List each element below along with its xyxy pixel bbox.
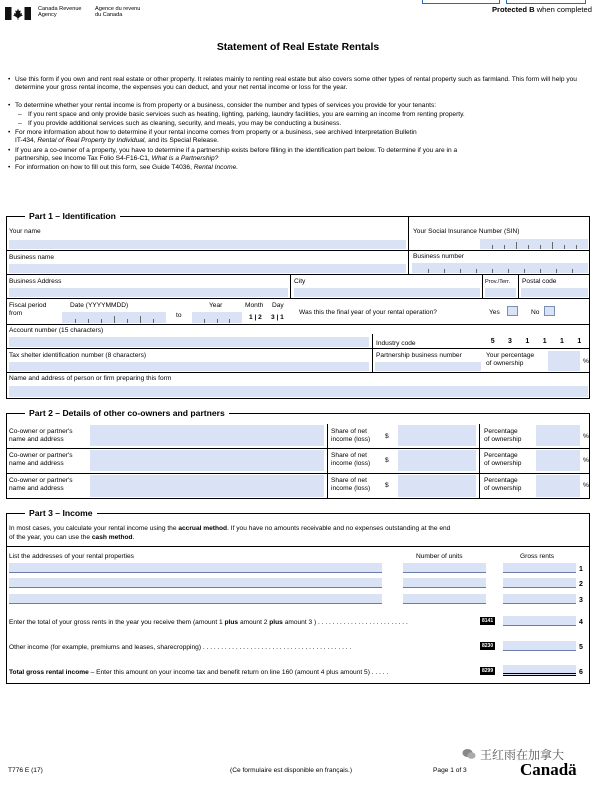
form-number: T776 E (17) [8,767,43,774]
account-number-label: Account number (15 characters) [9,327,104,334]
no-checkbox[interactable] [544,306,555,316]
business-name-label: Business name [9,254,55,261]
line5-code: 8230 [482,643,494,649]
your-name-label: Your name [9,228,41,235]
tax-shelter-field[interactable] [9,362,369,371]
fiscal-label: Fiscal period from [9,302,47,317]
canada-wordmark: Canadä [520,760,577,779]
fiscal-from-field[interactable] [62,312,166,323]
month-label: Month [245,302,264,309]
industry-code-label: Industry code [376,340,416,347]
part3-intro-2: of the year, you can use the cash method. [9,534,135,541]
watermark: 王红雨在加拿大 [480,748,565,762]
french-note: (Ce formulaire est disponible en français.) [230,767,353,774]
line5-field[interactable] [503,641,576,651]
property-units-field[interactable] [403,563,486,573]
sin-field[interactable] [480,239,588,249]
line5-label: Other income (for example, premiums and leases, sharecropping) . . . . . . . . . . . . . . . . . . . . . . . . . . . . . . . . . . . . . . . . . [9,644,352,651]
preparer-field[interactable] [9,386,588,397]
your-name-field[interactable] [9,240,406,249]
property-rents-field[interactable] [503,578,576,588]
postal-field[interactable] [521,288,588,297]
part2-title: Part 2 – Details of other co-owners and partners [25,408,229,418]
col-addresses-label: List the addresses of your rental properties [9,553,134,560]
city-field[interactable] [294,288,480,297]
part3-title: Part 3 – Income [25,508,97,518]
prov-field[interactable] [485,288,516,297]
line4-code: 8141 [482,618,494,624]
property-address-field[interactable] [9,578,382,588]
property-rents-field[interactable] [503,563,576,573]
date-format-label: Date (YYYYMMDD) [70,302,129,309]
coowner-name-field[interactable] [90,475,324,497]
business-address-label: Business Address [9,278,62,285]
year-label: Year [209,302,223,309]
preparer-label: Name and address of person or firm preparing this form [9,375,172,382]
property-units-field[interactable] [403,594,486,604]
part3-intro-1: In most cases, you calculate your rental income using the accrual method. If you have no amounts receivable and no expenses outstanding at the end [9,525,451,532]
agency-fr: Agence du revenu du Canada [95,6,141,19]
agency-en: Canada Revenue Agency [38,6,82,19]
coowner-name-field[interactable] [90,450,324,471]
coowner-pct-field[interactable] [536,475,580,497]
col-rents-label: Gross rents [520,553,555,560]
postal-label: Postal code [522,278,557,285]
yes-label: Yes [489,309,500,316]
business-address-field[interactable] [9,288,288,297]
prov-label: Prov./Terr. [485,279,511,285]
coowner-pct-field[interactable] [536,450,580,471]
business-number-field[interactable] [412,263,588,273]
property-address-field[interactable] [9,594,382,604]
partnership-bn-label: Partnership business number [376,352,462,359]
day-label: Day [272,302,284,309]
line6-field[interactable] [503,665,576,676]
line6-label: Total gross rental income – Enter this amount on your income tax and benefit return on line 160 (amount 4 plus amount 5) . . . . . [9,669,389,676]
partnership-bn-field[interactable] [375,362,481,371]
city-label: City [294,278,306,285]
coowner-pct-field[interactable] [536,425,580,446]
line4-field[interactable] [503,616,576,626]
line4-label: Enter the total of your gross rents in the year you receive them (amount 1 plus amount 2 plus amount 3 ) . . . . . . . . . . . . . . . . . . . . . . . . . [9,619,408,626]
industry-code-value: 5 3 1 1 1 1 [490,338,582,345]
tax-shelter-label: Tax shelter identification number (8 characters) [9,352,147,359]
protected-label: Protected B when completed [491,5,592,14]
wechat-icon [462,748,476,760]
canada-flag-icon [5,7,31,20]
top-tab-right [506,0,586,4]
your-pct-label: Your percentage of ownership [486,352,535,367]
property-units-field[interactable] [403,578,486,588]
business-number-label: Business number [413,253,464,260]
day-value: 3 | 1 [271,314,284,321]
month-value: 1 | 2 [249,314,262,321]
account-number-field[interactable] [9,337,369,347]
coowner-share-field[interactable] [398,450,476,471]
sin-label: Your Social Insurance Number (SIN) [413,228,520,235]
fiscal-to-year-field[interactable] [192,312,242,323]
final-year-question: Was this the final year of your rental operation? [299,309,437,316]
coowner-share-field[interactable] [398,425,476,446]
yes-checkbox[interactable] [507,306,518,316]
col-units-label: Number of units [416,553,463,560]
coowner-name-field[interactable] [90,425,324,446]
property-address-field[interactable] [9,563,382,573]
line6-code: 8299 [482,668,494,674]
business-name-field[interactable] [9,264,406,273]
to-label: to [176,312,182,319]
property-rents-field[interactable] [503,594,576,604]
pct-sign: % [583,358,589,365]
coowner-share-field[interactable] [398,475,476,497]
page-number: Page 1 of 3 [433,767,467,774]
top-tab-left [422,0,500,4]
no-label: No [531,309,540,316]
part1-title: Part 1 – Identification [25,211,120,221]
form-title: Statement of Real Estate Rentals [216,42,380,53]
your-pct-field[interactable] [548,351,580,371]
